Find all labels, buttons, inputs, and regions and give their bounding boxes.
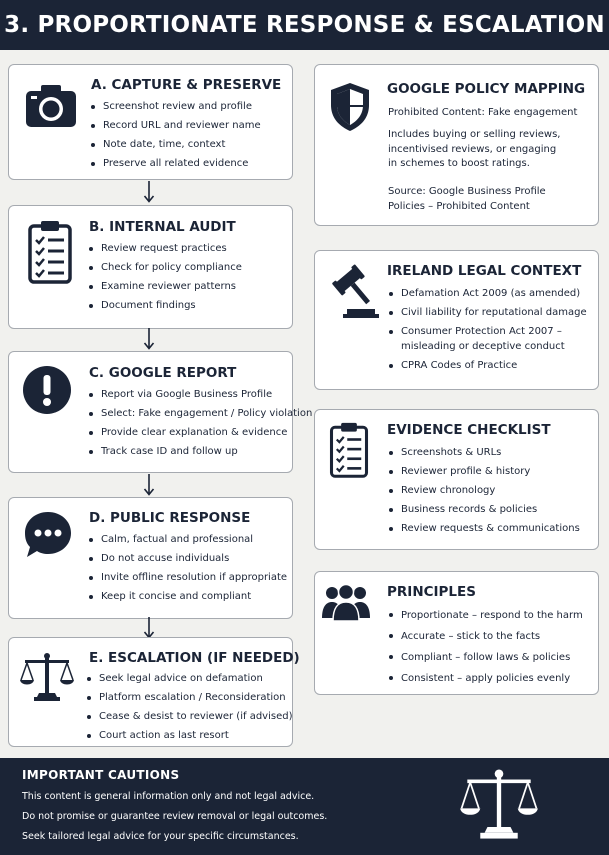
capture-preserve-card xyxy=(8,64,293,180)
list-item: Provide clear explanation & evidence xyxy=(88,423,312,442)
list-item: Screenshot review and profile xyxy=(90,97,261,116)
list-item: Note date, time, context xyxy=(90,135,261,154)
caution-line: Seek tailored legal advice for your specific circumstances. xyxy=(22,831,299,842)
speech-bubble-icon xyxy=(23,510,73,560)
list-item: Cease & desist to reviewer (if advised) xyxy=(86,707,292,726)
list-item: Reviewer profile & history xyxy=(388,462,580,481)
page-title: 3. PROPORTIONATE RESPONSE & ESCALATION xyxy=(0,0,609,50)
google-report-card xyxy=(8,351,313,473)
audit-list xyxy=(88,239,242,315)
list-item: Business records & policies xyxy=(388,500,580,519)
list-item: Track case ID and follow up xyxy=(88,442,312,461)
cautions-heading: IMPORTANT CAUTIONS xyxy=(22,768,180,782)
list-item: Court action as last resort xyxy=(86,726,292,745)
policy-heading: GOOGLE POLICY MAPPING xyxy=(387,81,586,97)
list-item: CPRA Codes of Practice xyxy=(388,356,587,375)
response-heading: D. PUBLIC RESPONSE xyxy=(89,510,251,526)
policy-source-line: Policies – Prohibited Content xyxy=(388,200,530,212)
escalation-heading: E. ESCALATION (IF NEEDED) xyxy=(89,650,300,666)
public-response-card xyxy=(8,497,293,619)
legal-heading: IRELAND LEGAL CONTEXT xyxy=(387,263,582,279)
list-item: Report via Google Business Profile xyxy=(88,385,312,404)
clipboard-checklist-icon xyxy=(328,422,370,478)
list-item: Select: Fake engagement / Policy violation xyxy=(88,404,312,423)
list-item: Consistent – apply policies evenly xyxy=(388,668,583,689)
list-item: Review requests & communications xyxy=(388,519,580,538)
evidence-list xyxy=(388,443,580,538)
scales-icon xyxy=(458,768,540,840)
policy-source xyxy=(388,185,546,214)
legal-list xyxy=(388,284,587,375)
response-list xyxy=(88,530,287,606)
list-item: Platform escalation / Reconsideration xyxy=(86,688,292,707)
list-item: Preserve all related evidence xyxy=(90,154,261,173)
list-item: Keep it concise and compliant xyxy=(88,587,287,606)
exclamation-icon xyxy=(23,366,71,414)
report-list xyxy=(88,385,312,461)
evidence-heading: EVIDENCE CHECKLIST xyxy=(387,422,551,438)
google-policy-card xyxy=(314,64,599,226)
list-item: Check for policy compliance xyxy=(88,258,242,277)
policy-paragraph-line: incentivised reviews, or engaging xyxy=(388,143,557,155)
legal-item-line: misleading or deceptive conduct xyxy=(401,341,565,352)
ireland-legal-card xyxy=(314,250,599,390)
policy-paragraph-line: Includes buying or selling reviews, xyxy=(388,129,561,140)
clipboard-checklist-icon xyxy=(27,220,73,284)
list-item: Record URL and reviewer name xyxy=(90,116,261,135)
internal-audit-card xyxy=(8,205,293,329)
policy-line: Prohibited Content: Fake engagement xyxy=(388,107,578,118)
legal-item-line: Consumer Protection Act 2007 – xyxy=(401,326,562,337)
report-heading: C. GOOGLE REPORT xyxy=(89,365,237,381)
shield-icon xyxy=(328,81,372,133)
capture-list xyxy=(90,97,261,173)
escalation-list xyxy=(86,669,292,745)
policy-source-line: Source: Google Business Profile xyxy=(388,186,546,197)
list-item: Screenshots & URLs xyxy=(388,443,580,462)
flow-arrow-down-icon xyxy=(143,328,155,350)
evidence-checklist-card xyxy=(314,409,599,550)
policy-paragraph xyxy=(388,128,560,172)
list-item: Seek legal advice on defamation xyxy=(86,669,292,688)
list-item: Document findings xyxy=(88,296,242,315)
list-item: Defamation Act 2009 (as amended) xyxy=(388,284,587,303)
escalation-card xyxy=(8,637,300,747)
flow-arrow-down-icon xyxy=(143,181,155,203)
list-item: Review request practices xyxy=(88,239,242,258)
flow-arrow-down-icon xyxy=(143,617,155,639)
gavel-icon xyxy=(323,263,379,319)
important-cautions-panel xyxy=(0,758,609,855)
list-item: Civil liability for reputational damage xyxy=(388,303,587,322)
list-item: Calm, factual and professional xyxy=(88,530,287,549)
caution-line: This content is general information only and not legal advice. xyxy=(22,791,315,802)
list-item: Examine reviewer patterns xyxy=(88,277,242,296)
principles-card xyxy=(314,571,599,695)
camera-icon xyxy=(24,83,78,129)
scales-icon xyxy=(19,652,75,702)
principles-list xyxy=(388,605,583,689)
principles-heading: PRINCIPLES xyxy=(387,584,476,600)
people-group-icon xyxy=(321,584,371,622)
list-item xyxy=(388,322,587,356)
flow-arrow-down-icon xyxy=(143,474,155,496)
list-item: Proportionate – respond to the harm xyxy=(388,605,583,626)
list-item: Compliant – follow laws & policies xyxy=(388,647,583,668)
capture-heading: A. CAPTURE & PRESERVE xyxy=(91,77,282,93)
list-item: Review chronology xyxy=(388,481,580,500)
list-item: Accurate – stick to the facts xyxy=(388,626,583,647)
caution-line: Do not promise or guarantee review removal or legal outcomes. xyxy=(22,811,328,822)
list-item: Do not accuse individuals xyxy=(88,549,287,568)
list-item: Invite offline resolution if appropriate xyxy=(88,568,287,587)
policy-paragraph-line: in schemes to boost ratings. xyxy=(388,158,530,169)
audit-heading: B. INTERNAL AUDIT xyxy=(89,219,236,235)
